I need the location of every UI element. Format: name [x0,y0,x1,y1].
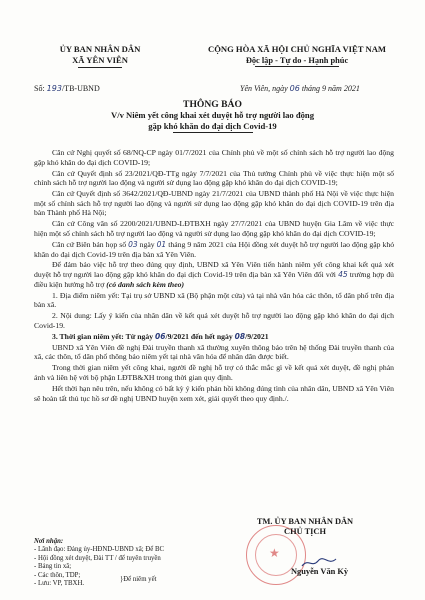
date-day-handwritten: 06 [289,84,300,93]
minutes-day-handwritten: 01 [156,239,167,249]
seal-star-icon: ★ [269,546,280,560]
minutes-number-handwritten: 03 [128,239,138,249]
recipient-item: - Bảng tin xã; [34,563,72,571]
recipient-item: - Hội đồng xét duyệt, Đài TT / để tuyên truyền [34,554,161,562]
document-type-title: THÔNG BÁO [183,99,242,110]
org-line-1: ỦY BAN NHÂN DÂN [59,44,141,54]
broadcast-request: UBND xã Yên Viên đề nghị Đài truyền thanh xã thường xuyên thông báo trên hệ thống Đài truyền thanh của xã, các thôn, tổ dân phố thông báo niêm yết tại nhà văn hóa để nhân dân được biết. [34,342,394,362]
end-day-handwritten: 08 [234,331,246,341]
doc-number-prefix: Số: [34,84,45,93]
document-number [34,84,100,93]
signatory-title: CHỦ TỊCH [284,527,326,536]
recipient-item: - Lãnh đạo: Đảng ủy-HĐND-UBND xã; Để BC [34,546,165,554]
case-count-handwritten: 45 [338,270,348,280]
issuing-authority [40,44,160,68]
date-month-year: tháng 9 năm 2021 [301,84,360,93]
doc-number-handwritten: 193 [46,84,62,93]
legal-basis-2: Căn cứ Quyết định số 23/2021/QĐ-TTg ngày 7/7/2021 của Thủ tướng Chính phủ về việc thực hiện một số chính sách hỗ trợ người lao động và người sử dụng lao động gặp khó khăn do đại dịch COVID-19; [34,168,394,188]
feedback-paragraph: Trong thời gian niêm yết công khai, người đề nghị hỗ trợ có thắc mắc gì về kết quả xét duyệt, đề nghị phản ánh và liên hệ với bộ phận LĐTB&XH trong thời gian quy định. [34,363,394,382]
national-motto: Độc lập - Tự do - Hạnh phúc [245,56,349,65]
signature-block [240,517,370,537]
motto-underline [255,66,339,67]
org-line-2: XÃ YÊN VIÊN [72,55,128,65]
subject-line-2: gặp khó khăn do đại dịch Covid-19 [148,121,277,131]
item-content: 2. Nội dung: Lấy ý kiến của nhân dân về kết quả xét duyệt hỗ trợ người lao động gặp khó khăn do đại dịch Covid-19. [34,311,394,330]
purpose-paragraph: Để đảm bảo việc hỗ trợ theo đúng quy định, UBND xã Yên Viên tiến hành niêm yết công khai kết quả xét duyệt hỗ trợ người lao động gặp khó khăn do đại dịch Covid-19 trên địa bàn xã Yên Viên đối với 45 trường hợp đủ điều kiện hưởng hỗ trợ (có danh sách kèm theo) [34,260,395,289]
item-location: 1. Địa điểm niêm yết: Tại trụ sở UBND xã (Bộ phận một cửa) và tại nhà văn hóa các thôn, tổ dân phố trên địa bàn xã. [34,290,394,310]
nation-name: CỘNG HÒA XÃ HỘI CHỦ NGHĨA VIỆT NAM [207,44,387,54]
subject-line-1: V/v Niêm yết công khai xét duyệt hỗ trợ người lao động [110,110,315,120]
legal-basis-4: Căn cứ Công văn số 2200/2021/UBND-LĐTBXH ngày 27/7/2021 của UBND huyện Gia Lâm về việc thực hiện một số chính sách hỗ trợ người lao động và người sử dụng lao động gặp khó khăn do đại dịch COVID-19; [34,219,394,238]
item-time: 3. Thời gian niêm yết: Từ ngày 06/9/2021 đến hết ngày 08/9/2021 [52,331,269,341]
closing-paragraph: Hết thời hạn nêu trên, nếu không có bất kỳ ý kiến phản hồi không đúng tình của nhân dân, UBND xã Yên Viên sẽ hoàn tất thủ tục hồ sơ đề nghị UBND huyện xem xét, giải quyết theo quy định./. [34,383,394,403]
signer-name: Nguyễn Văn Kỳ [291,567,349,576]
document-date [240,84,360,93]
recipient-item: - Các thôn, TDP; [34,571,81,579]
doc-number-suffix: /TB-UBND [61,84,100,93]
posting-note: }Để niêm yết [120,576,157,583]
document-body [34,148,394,405]
date-place: Yên Viên, ngày [240,84,288,93]
subject-underline [173,132,253,133]
start-day-handwritten: 06 [155,331,166,341]
legal-basis-1: Căn cứ Nghị quyết số 68/NQ-CP ngày 01/7/2021 của Chính phủ về một số chính sách hỗ trợ người lao động gặp khó khăn do đại dịch COVID-19; [34,148,394,167]
recipient-item: - Lưu: VP, TBXH. [34,580,85,588]
signatory-org: TM. ỦY BAN NHÂN DÂN [256,517,354,526]
attached-list-note: (có danh sách kèm theo) [106,279,185,289]
recipients-heading: Nơi nhận: [34,538,64,545]
org-underline [78,67,122,68]
document-subject [0,110,425,133]
legal-basis-5: Căn cứ Biên bản họp số 03 ngày 01 tháng 9 năm 2021 của Hội đồng xét duyệt hỗ trợ người lao động gặp khó khăn do đại dịch Covid-19 trên địa bàn xã Yên Viên. [34,239,395,259]
national-header [187,44,407,67]
recipients-block [34,538,164,588]
legal-basis-3: Căn cứ Quyết định số 3642/2021/QĐ-UBND ngày 21/7/2021 của UBND thành phố Hà Nội về việc thực hiện một số chính sách hỗ trợ người lao động và người sử dụng lao động gặp khó khăn do đại dịch COVID-19 trên địa bàn Thành phố Hà Nội; [34,189,394,218]
